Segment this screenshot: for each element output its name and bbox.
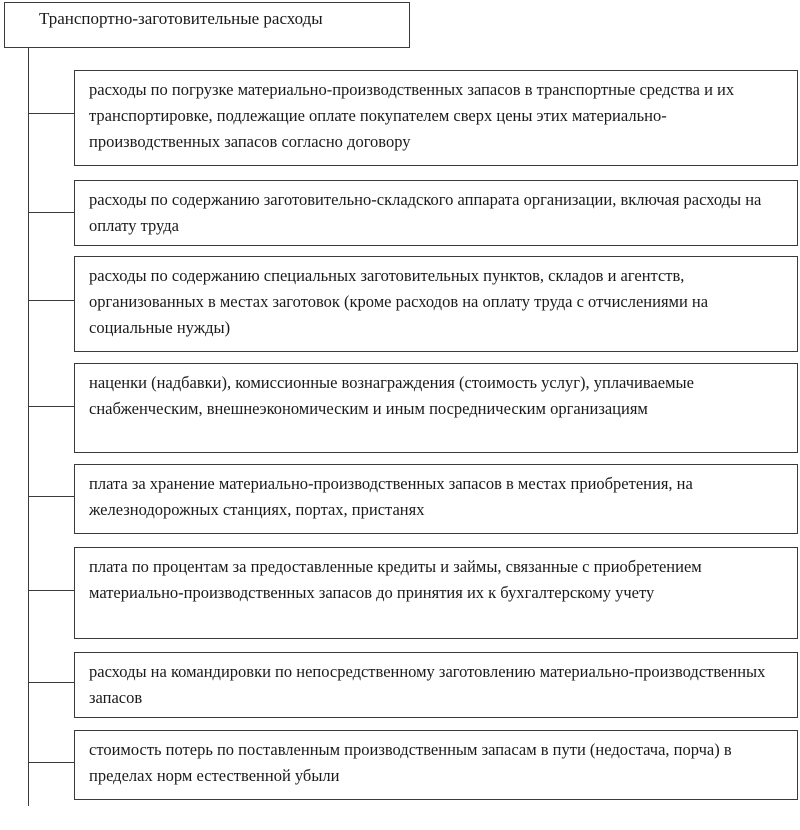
expense-item-box: [74, 652, 798, 718]
expense-item-text: плата по процентам за предоставленные кредиты и займы, связанные с приобретением материально-производственных запасов до принятия их к бухгалтерскому учету: [89, 557, 702, 602]
diagram-title-box: [4, 2, 410, 48]
connector-line: [28, 496, 75, 497]
expense-item-box: [74, 70, 798, 166]
expense-item-box: [74, 180, 798, 246]
expense-item-text: расходы на командировки по непосредственному заготовлению материально-производственных запасов: [89, 662, 766, 707]
tree-spine-line: [28, 48, 29, 806]
expense-item-box: [74, 547, 798, 639]
connector-line: [28, 682, 75, 683]
expense-item-text: наценки (надбавки), комиссионные вознаграждения (стоимость услуг), уплачиваемые снабженческим, внешнеэкономическим и иным посредническим организациям: [89, 373, 694, 418]
connector-line: [28, 762, 75, 763]
connector-line: [28, 300, 75, 301]
expense-item-text: расходы по содержанию специальных заготовительных пунктов, складов и агентств, организованных в местах заготовок (кроме расходов на оплату труда с отчислениями на социальные нужды): [89, 266, 709, 337]
expense-item-text: расходы по погрузке материально-производственных запасов в транспортные средства и их транспортировке, подлежащие оплате покупателем сверх цены этих материально-производственных запасов согласно договору: [89, 80, 735, 151]
expense-item-box: [74, 363, 798, 453]
expense-item-text: плата за хранение материально-производственных запасов в местах приобретения, на железнодорожных станциях, портах, пристанях: [89, 474, 693, 519]
connector-line: [28, 113, 75, 114]
expense-item-text: расходы по содержанию заготовительно-складского аппарата организации, включая расходы на оплату труда: [89, 190, 762, 235]
expense-item-box: [74, 256, 798, 352]
expense-item-box: [74, 730, 798, 800]
diagram-title: Транспортно-заготовительные расходы: [39, 9, 323, 28]
connector-line: [28, 590, 75, 591]
connector-line: [28, 406, 75, 407]
expense-item-text: стоимость потерь по поставленным производственным запасам в пути (недостача, порча) в пределах норм естественной убыли: [89, 740, 732, 785]
connector-line: [28, 212, 75, 213]
expense-item-box: [74, 464, 798, 534]
